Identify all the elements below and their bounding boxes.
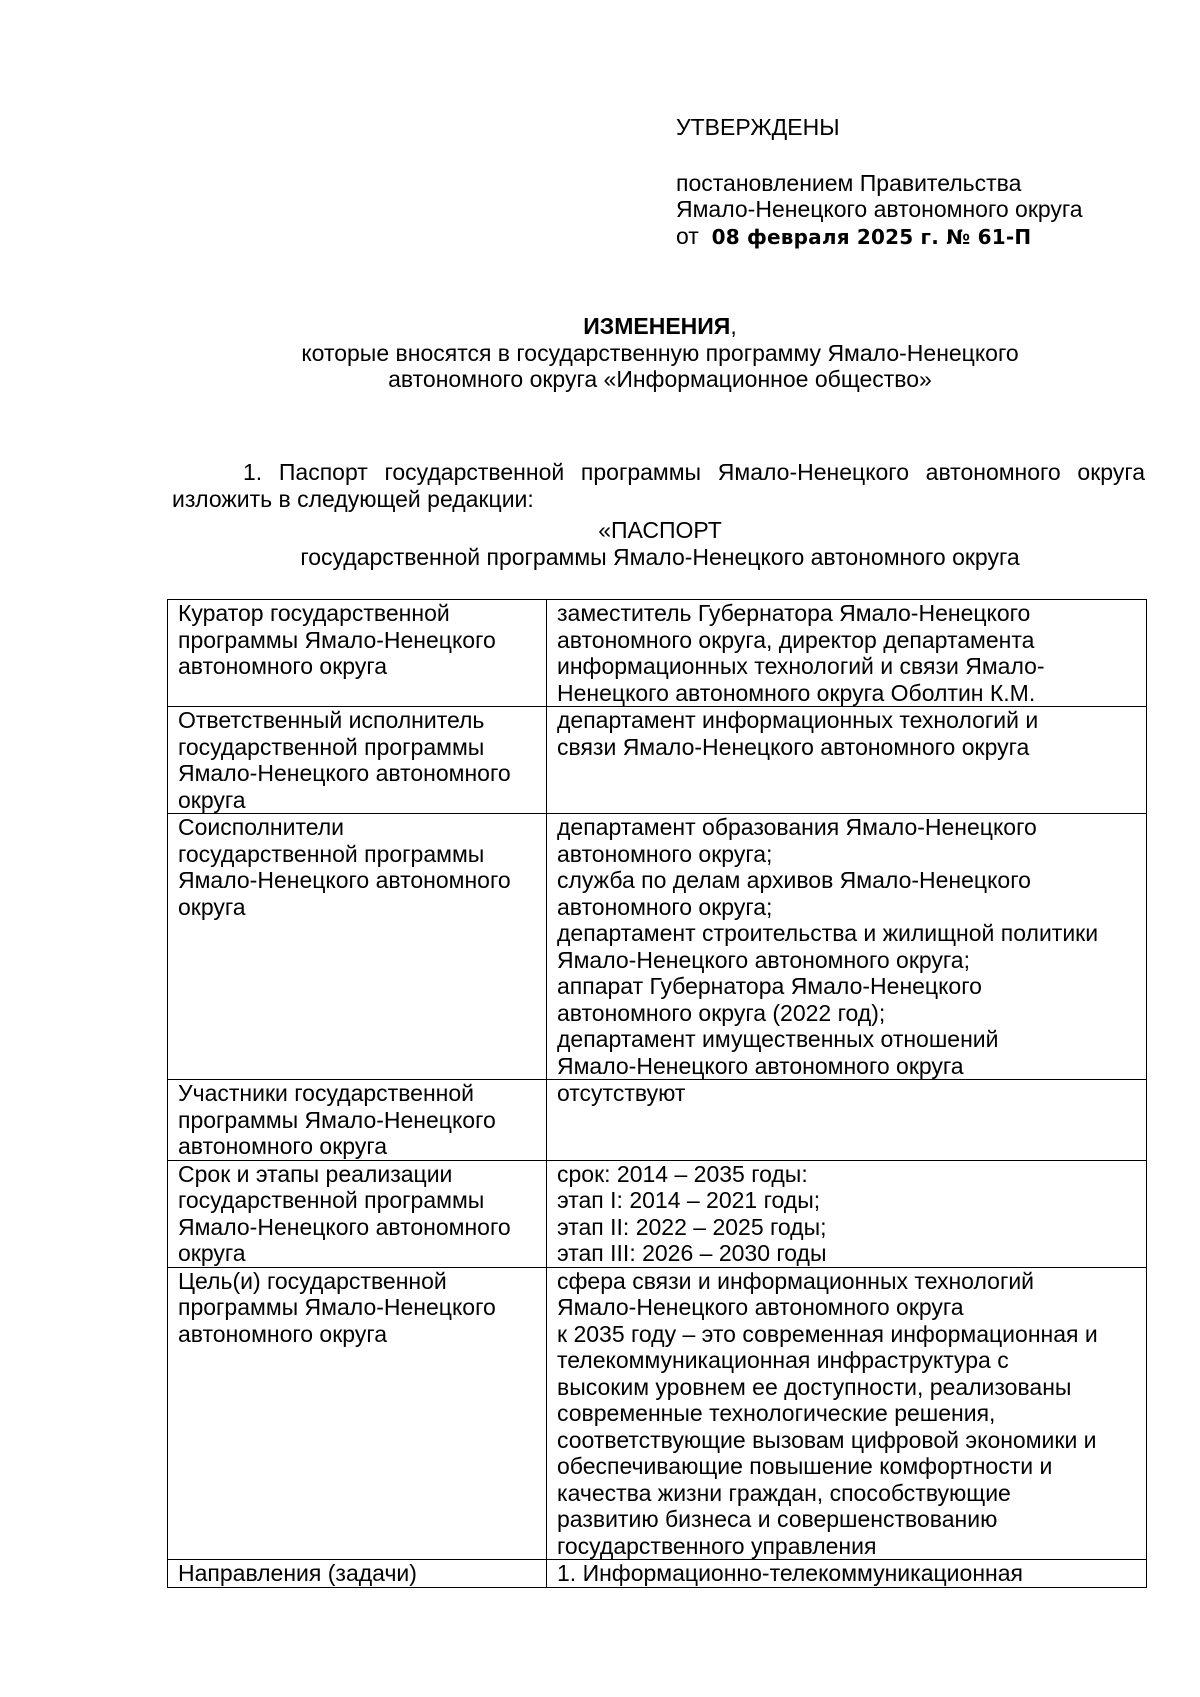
row-value-line: высоким уровнем ее доступности, реализованы bbox=[557, 1373, 1072, 1400]
row-value-line: информационных технологий и связи Ямало- bbox=[557, 653, 1045, 679]
row-value-line: Ямало-Ненецкого автономного округа bbox=[557, 1294, 964, 1320]
approval-date-prefix: от bbox=[676, 222, 699, 249]
row-value-line: автономного округа, директор департамента bbox=[557, 626, 1035, 653]
row-value-line: 1. Информационно-телекоммуникационная bbox=[557, 1560, 1023, 1586]
row-label-line: государственной программы bbox=[178, 840, 485, 867]
row-value-line: автономного округа; bbox=[557, 893, 773, 920]
approval-date-value: 08 февраля 2025 г. № 61-П bbox=[711, 224, 1032, 249]
row-label-line: автономного округа bbox=[178, 1320, 387, 1347]
table-row bbox=[168, 707, 1147, 814]
row-value-line: этап III: 2026 – 2030 годы bbox=[557, 1240, 827, 1266]
item-1-text: 1. Паспорт государственной программы Ямало-Ненецкого автономного округа изложить в следующей редакции: bbox=[172, 459, 1145, 512]
row-value-line: отсутствуют bbox=[557, 1080, 686, 1106]
row-value-line: сфера связи и информационных технологий bbox=[557, 1267, 1035, 1294]
row-value-line: заместитель Губернатора Ямало-Ненецкого bbox=[557, 600, 1031, 626]
table-row bbox=[168, 1560, 1147, 1588]
row-value-cell bbox=[547, 600, 1147, 707]
item-1 bbox=[172, 459, 1145, 512]
document-subtitle-line-1: которые вносятся в государственную программу Ямало-Ненецкого bbox=[301, 339, 1019, 366]
row-value-line: развитию бизнеса и совершенствованию bbox=[557, 1506, 998, 1532]
row-value-cell bbox=[547, 1160, 1147, 1267]
row-label-cell bbox=[168, 1560, 547, 1588]
table-row bbox=[168, 1267, 1147, 1560]
row-label-line: Цель(и) государственной bbox=[178, 1267, 447, 1294]
row-label-cell bbox=[168, 814, 547, 1080]
passport-title: «ПАСПОРТ bbox=[598, 517, 722, 543]
table-row bbox=[168, 600, 1147, 707]
passport-subtitle: государственной программы Ямало-Ненецкого автономного округа bbox=[300, 543, 1020, 570]
row-value-line: срок: 2014 – 2035 годы: bbox=[557, 1160, 808, 1187]
row-value-cell bbox=[547, 1080, 1147, 1161]
table-row bbox=[168, 1160, 1147, 1267]
row-value-line: качества жизни граждан, способствующие bbox=[557, 1479, 1011, 1506]
row-value-line: департамент образования Ямало-Ненецкого bbox=[557, 814, 1037, 840]
approval-date-line bbox=[676, 223, 1176, 251]
row-value-line: Ненецкого автономного округа Оболтин К.М. bbox=[557, 679, 1036, 706]
row-label-line: государственной программы bbox=[178, 733, 485, 760]
document-heading-suffix: , bbox=[730, 313, 737, 339]
passport-table bbox=[167, 599, 1147, 1588]
row-value-line: Ямало-Ненецкого автономного округа bbox=[557, 1052, 964, 1079]
row-value-line: телекоммуникационная инфраструктура с bbox=[557, 1347, 1009, 1373]
document-heading-line bbox=[160, 313, 1160, 340]
passport-heading bbox=[160, 517, 1160, 570]
row-label-line: Срок и этапы реализации bbox=[178, 1160, 453, 1187]
row-label-cell bbox=[168, 707, 547, 814]
approval-line-1: постановлением Правительства bbox=[676, 169, 1022, 196]
row-label-cell bbox=[168, 1080, 547, 1161]
row-label-line: округа bbox=[178, 893, 246, 920]
row-value-line: служба по делам архивов Ямало-Ненецкого bbox=[557, 867, 1031, 893]
row-label-line: Ответственный исполнитель bbox=[178, 707, 485, 733]
passport-table-body bbox=[168, 600, 1147, 1588]
row-value-line: аппарат Губернатора Ямало-Ненецкого bbox=[557, 973, 982, 999]
row-value-line: этап II: 2022 – 2025 годы; bbox=[557, 1213, 827, 1240]
row-label-line: Ямало-Ненецкого автономного bbox=[178, 1213, 511, 1240]
document-title-block bbox=[160, 313, 1160, 393]
approval-line-2: Ямало-Ненецкого автономного округа bbox=[676, 196, 1083, 222]
document-subtitle-line-2: автономного округа «Информационное общество» bbox=[388, 366, 932, 392]
row-value-line: связи Ямало-Ненецкого автономного округа bbox=[557, 733, 1030, 760]
row-label-line: Ямало-Ненецкого автономного bbox=[178, 867, 511, 893]
row-label-line: автономного округа bbox=[178, 1133, 387, 1159]
row-value-line: обеспечивающие повышение комфортности и bbox=[557, 1453, 1053, 1479]
row-label-line: программы Ямало-Ненецкого bbox=[178, 1294, 496, 1320]
row-value-line: департамент имущественных отношений bbox=[557, 1026, 999, 1052]
approval-title: УТВЕРЖДЕНЫ bbox=[676, 114, 840, 140]
row-label-line: Участники государственной bbox=[178, 1080, 475, 1106]
row-value-line: департамент строительства и жилищной политики bbox=[557, 920, 1099, 946]
approval-stamp bbox=[676, 114, 1176, 250]
row-label-cell bbox=[168, 1160, 547, 1267]
row-value-line: автономного округа; bbox=[557, 840, 773, 867]
row-label-line: округа bbox=[178, 786, 246, 813]
table-row bbox=[168, 1080, 1147, 1161]
row-value-cell bbox=[547, 814, 1147, 1080]
row-label-line: Соисполнители bbox=[178, 814, 345, 840]
row-label-cell bbox=[168, 1267, 547, 1560]
document-heading: ИЗМЕНЕНИЯ bbox=[583, 313, 731, 339]
row-label-line: программы Ямало-Ненецкого bbox=[178, 626, 496, 653]
row-value-cell bbox=[547, 707, 1147, 814]
row-value-line: этап I: 2014 – 2021 годы; bbox=[557, 1187, 821, 1213]
row-label-line: Куратор государственной bbox=[178, 600, 450, 626]
table-row bbox=[168, 814, 1147, 1080]
row-value-cell bbox=[547, 1267, 1147, 1560]
row-label-line: округа bbox=[178, 1240, 246, 1266]
row-label-line: Направления (задачи) bbox=[178, 1560, 417, 1586]
row-value-cell bbox=[547, 1560, 1147, 1588]
row-value-line: к 2035 году – это современная информационная и bbox=[557, 1320, 1098, 1347]
row-value-line: государственного управления bbox=[557, 1532, 877, 1559]
row-value-line: автономного округа (2022 год); bbox=[557, 999, 886, 1026]
row-label-line: автономного округа bbox=[178, 653, 387, 679]
row-value-line: современные технологические решения, bbox=[557, 1400, 996, 1426]
row-value-line: департамент информационных технологий и bbox=[557, 707, 1039, 733]
row-label-line: государственной программы bbox=[178, 1187, 485, 1213]
row-label-line: программы Ямало-Ненецкого bbox=[178, 1106, 496, 1133]
row-value-line: соответствующие вызовам цифровой экономики и bbox=[557, 1426, 1097, 1453]
row-value-line: Ямало-Ненецкого автономного округа; bbox=[557, 946, 970, 973]
row-label-line: Ямало-Ненецкого автономного bbox=[178, 760, 511, 786]
row-label-cell bbox=[168, 600, 547, 707]
